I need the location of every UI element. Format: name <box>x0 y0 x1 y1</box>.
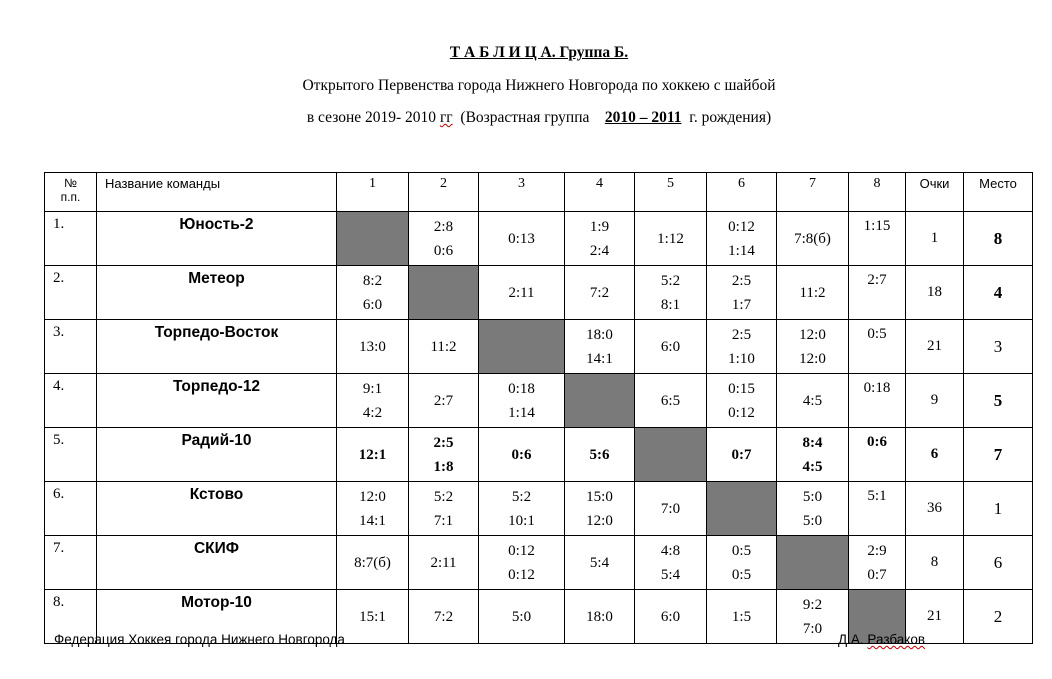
score-cell <box>849 374 906 428</box>
diagonal-blank-cell <box>409 266 479 320</box>
score-value: 7:0 <box>802 620 823 637</box>
score-value: 1:8 <box>433 458 454 475</box>
score-cell <box>479 374 565 428</box>
score-value: 2:7 <box>433 392 454 409</box>
points-cell: 21 <box>906 320 964 374</box>
points-cell: 8 <box>906 536 964 590</box>
score-cell <box>409 320 479 374</box>
score-value: 0:6 <box>433 242 454 259</box>
score-value: 8:1 <box>660 296 681 313</box>
place-cell: 8 <box>964 212 1033 266</box>
team-name: Метеор <box>97 266 337 320</box>
score-cell <box>479 212 565 266</box>
score-cell <box>849 320 906 374</box>
score-value: 11:2 <box>799 284 826 301</box>
table-row <box>45 212 1033 266</box>
score-cell <box>777 212 849 266</box>
score-cell <box>707 212 777 266</box>
score-value: 8:7(б) <box>354 554 391 571</box>
score-value: 5:2 <box>511 488 532 505</box>
points-cell: 1 <box>906 212 964 266</box>
score-cell <box>337 428 409 482</box>
score-value: 5:0 <box>511 608 532 625</box>
score-value: 5:0 <box>802 512 823 529</box>
table-row <box>45 428 1033 482</box>
score-value: 2:7 <box>867 272 887 288</box>
score-cell <box>337 536 409 590</box>
score-cell <box>635 536 707 590</box>
team-name: Радий-10 <box>97 428 337 482</box>
score-value: 2:9 <box>867 542 887 559</box>
score-cell <box>707 374 777 428</box>
team-name: Торпедо-Восток <box>97 320 337 374</box>
col-header-opponent: 5 <box>635 173 707 212</box>
score-value: 9:1 <box>362 380 383 397</box>
score-cell <box>635 212 707 266</box>
score-value: 12:0 <box>799 350 826 367</box>
score-value: 0:5 <box>731 566 752 583</box>
score-value: 15:1 <box>359 608 386 625</box>
score-cell <box>707 266 777 320</box>
score-value: 2:5 <box>731 326 752 343</box>
score-cell <box>707 320 777 374</box>
points-cell: 36 <box>906 482 964 536</box>
col-header-opponent: 4 <box>565 173 635 212</box>
header-row <box>45 173 1033 212</box>
score-value: 4:5 <box>802 458 823 475</box>
score-value: 0:18 <box>863 380 891 396</box>
score-value: 14:1 <box>586 350 613 367</box>
score-cell <box>849 536 906 590</box>
score-cell <box>707 590 777 644</box>
score-value: 4:5 <box>802 392 823 409</box>
col-header-opponent: 7 <box>777 173 849 212</box>
score-cell <box>777 374 849 428</box>
score-cell <box>777 482 849 536</box>
diagonal-blank-cell <box>777 536 849 590</box>
score-cell <box>635 482 707 536</box>
page-subtitle: Открытого Первенства города Нижнего Новгорода по хоккею с шайбой <box>302 77 776 94</box>
signature-initials: Д.А. <box>838 632 864 647</box>
score-value: 5:4 <box>589 554 610 571</box>
score-cell <box>409 212 479 266</box>
team-name: Кстово <box>97 482 337 536</box>
score-value: 12:1 <box>358 446 387 463</box>
score-value: 1:10 <box>728 350 755 367</box>
col-header-place: Место <box>964 173 1033 212</box>
table-row <box>45 374 1033 428</box>
place-cell: 3 <box>964 320 1033 374</box>
points-cell: 9 <box>906 374 964 428</box>
score-value: 1:14 <box>728 242 755 259</box>
score-value: 5:2 <box>660 272 681 289</box>
row-number: 7. <box>45 536 97 590</box>
score-value: 7:8(б) <box>794 230 831 247</box>
score-cell <box>635 374 707 428</box>
col-header-opponent: 1 <box>337 173 409 212</box>
page-title: Т А Б Л И Ц А. Группа Б. <box>449 44 629 61</box>
score-value: 12:0 <box>586 512 613 529</box>
season-prefix: в сезоне 2019- 2010 <box>306 109 437 126</box>
score-value: 2:4 <box>589 242 610 259</box>
score-cell <box>565 428 635 482</box>
score-cell <box>849 428 906 482</box>
points-cell: 6 <box>906 428 964 482</box>
score-value: 0:6 <box>511 446 532 463</box>
score-cell <box>337 320 409 374</box>
score-value: 1:14 <box>508 404 535 421</box>
diagonal-blank-cell <box>479 320 565 374</box>
score-value: 13:0 <box>359 338 386 355</box>
score-value: 4:2 <box>362 404 383 421</box>
score-value: 0:18 <box>508 380 535 397</box>
score-cell <box>479 536 565 590</box>
score-value: 2:5 <box>731 272 752 289</box>
score-cell <box>337 482 409 536</box>
score-cell <box>479 482 565 536</box>
score-cell <box>337 374 409 428</box>
row-number: 4. <box>45 374 97 428</box>
score-cell <box>635 266 707 320</box>
standings-body <box>45 212 1033 644</box>
team-name: Торпедо-12 <box>97 374 337 428</box>
score-cell <box>849 482 906 536</box>
row-number: 6. <box>45 482 97 536</box>
score-value: 5:6 <box>589 446 610 463</box>
federation-label: Федерация Хоккея города Нижнего Новгорода <box>54 632 345 647</box>
score-value: 14:1 <box>359 512 386 529</box>
table-row <box>45 266 1033 320</box>
score-cell <box>635 320 707 374</box>
points-cell: 18 <box>906 266 964 320</box>
score-cell <box>849 212 906 266</box>
score-cell <box>635 590 707 644</box>
score-value: 10:1 <box>508 512 535 529</box>
score-value: 0:13 <box>508 230 535 247</box>
diagonal-blank-cell <box>565 374 635 428</box>
score-value: 7:0 <box>660 500 681 517</box>
score-cell <box>479 590 565 644</box>
score-value: 2:11 <box>430 554 457 571</box>
score-cell <box>849 266 906 320</box>
col-header-opponent: 6 <box>707 173 777 212</box>
table-row <box>45 320 1033 374</box>
place-cell: 6 <box>964 536 1033 590</box>
score-value: 1:5 <box>731 608 752 625</box>
diagonal-blank-cell <box>635 428 707 482</box>
season-line <box>0 109 1052 127</box>
score-value: 9:2 <box>802 596 823 613</box>
score-cell <box>409 428 479 482</box>
score-value: 0:12 <box>728 404 755 421</box>
score-value: 6:0 <box>660 338 681 355</box>
score-value: 15:0 <box>586 488 613 505</box>
col-header-points: Очки <box>906 173 964 212</box>
team-name: СКИФ <box>97 536 337 590</box>
score-cell <box>777 320 849 374</box>
score-value: 0:7 <box>867 566 887 583</box>
score-cell <box>565 212 635 266</box>
score-value: 6:0 <box>660 608 681 625</box>
signature-name: Разбаков <box>867 632 926 647</box>
season-gg: гг <box>439 109 453 126</box>
score-value: 5:2 <box>433 488 454 505</box>
row-number: 1. <box>45 212 97 266</box>
team-name: Мотор-10 <box>97 590 337 644</box>
score-cell <box>479 266 565 320</box>
score-cell <box>409 482 479 536</box>
score-cell <box>565 320 635 374</box>
score-value: 0:12 <box>508 542 535 559</box>
points-cell: 21 <box>906 590 964 644</box>
score-value: 0:7 <box>731 446 752 463</box>
row-number: 2. <box>45 266 97 320</box>
score-value: 5:0 <box>802 488 823 505</box>
score-cell <box>707 536 777 590</box>
score-value: 1:12 <box>657 230 684 247</box>
score-value: 12:0 <box>359 488 386 505</box>
score-value: 1:9 <box>589 218 610 235</box>
score-value: 18:0 <box>586 326 613 343</box>
table-row <box>45 482 1033 536</box>
standings-table <box>44 172 1033 644</box>
score-value: 2:8 <box>433 218 454 235</box>
place-cell: 5 <box>964 374 1033 428</box>
diagonal-blank-cell <box>707 482 777 536</box>
score-value: 8:2 <box>362 272 383 289</box>
score-value: 12:0 <box>799 326 826 343</box>
score-value: 0:5 <box>867 326 887 342</box>
col-header-opponent: 8 <box>849 173 906 212</box>
table-row <box>45 536 1033 590</box>
score-value: 6:5 <box>660 392 681 409</box>
row-number: 8. <box>45 590 97 644</box>
col-header-opponent: 2 <box>409 173 479 212</box>
place-cell: 2 <box>964 590 1033 644</box>
score-value: 0:15 <box>728 380 755 397</box>
score-cell <box>565 536 635 590</box>
score-value: 5:1 <box>867 488 887 504</box>
team-name: Юность-2 <box>97 212 337 266</box>
score-value: 0:12 <box>728 218 755 235</box>
score-cell <box>337 590 409 644</box>
birth-suffix: г. рождения) <box>689 109 772 126</box>
row-number: 3. <box>45 320 97 374</box>
diagonal-blank-cell <box>337 212 409 266</box>
score-value: 6:0 <box>362 296 383 313</box>
place-cell: 7 <box>964 428 1033 482</box>
score-value: 18:0 <box>586 608 613 625</box>
score-cell <box>777 266 849 320</box>
score-value: 4:8 <box>660 542 681 559</box>
score-cell <box>565 590 635 644</box>
season-group: (Возрастная группа <box>460 109 590 126</box>
score-value: 2:5 <box>433 434 454 451</box>
score-cell <box>337 266 409 320</box>
col-header-team: Название команды <box>97 173 337 212</box>
score-cell <box>707 428 777 482</box>
score-cell <box>565 482 635 536</box>
score-value: 1:15 <box>863 218 891 234</box>
score-value: 11:2 <box>430 338 457 355</box>
signature <box>838 632 925 647</box>
score-cell <box>777 428 849 482</box>
birth-years: 2010 – 2011 <box>604 109 682 126</box>
score-value: 7:2 <box>589 284 610 301</box>
score-cell <box>565 266 635 320</box>
score-value: 7:1 <box>433 512 454 529</box>
score-value: 8:4 <box>802 434 823 451</box>
score-cell <box>479 428 565 482</box>
score-value: 1:7 <box>731 296 752 313</box>
place-cell: 1 <box>964 482 1033 536</box>
score-value: 0:6 <box>867 434 887 450</box>
col-header-number: № п.п. <box>45 173 97 212</box>
score-value: 5:4 <box>660 566 681 583</box>
place-cell: 4 <box>964 266 1033 320</box>
row-number: 5. <box>45 428 97 482</box>
score-cell <box>409 536 479 590</box>
score-value: 0:5 <box>731 542 752 559</box>
score-value: 0:12 <box>508 566 535 583</box>
score-value: 7:2 <box>433 608 454 625</box>
score-cell <box>409 590 479 644</box>
score-cell <box>409 374 479 428</box>
col-header-opponent: 3 <box>479 173 565 212</box>
score-value: 2:11 <box>508 284 535 301</box>
